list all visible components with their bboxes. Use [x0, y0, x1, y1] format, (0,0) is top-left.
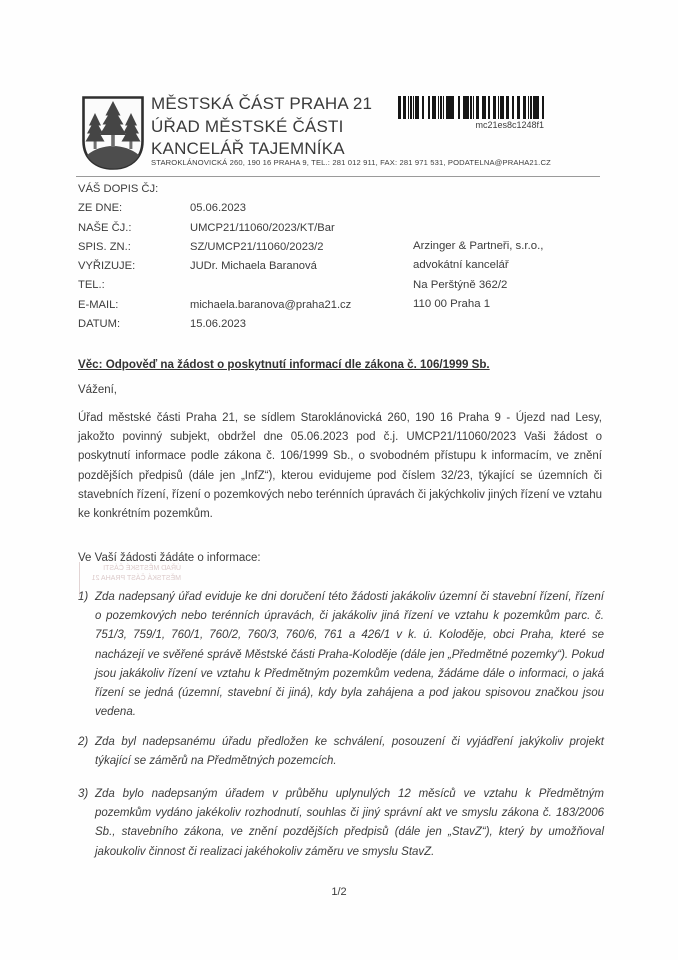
item-number: 2) [78, 736, 89, 748]
ref-label: VÁŠ DOPIS ČJ: [78, 183, 159, 195]
ref-value: michaela.baranova@praha21.cz [190, 298, 352, 311]
item-number: 3) [78, 788, 89, 800]
org-name-line1: MĚSTSKÁ ČÁST PRAHA 21 [151, 94, 373, 113]
stamp-bleed-line1: ÚŘAD MĚSTSKÉ ČÁSTI [103, 565, 181, 572]
ref-value: 05.06.2023 [190, 202, 246, 215]
request-item-2 [78, 733, 604, 771]
ref-row-vas-dopis [78, 180, 351, 199]
ref-row-nase-cj [78, 219, 351, 238]
page-number: 1/2 [331, 886, 347, 898]
ref-label: VYŘIZUJE: [78, 260, 136, 273]
recipient-name: Arzinger & Partneři, s.r.o., [413, 240, 544, 252]
ref-row-ze-dne [78, 199, 351, 218]
ref-row-email [78, 296, 351, 315]
item-number: 1) [78, 591, 89, 603]
salutation: Vážení, [78, 384, 117, 396]
body-paragraph-2: Ve Vaší žádosti žádáte o informace: [78, 552, 261, 564]
ref-value: UMCP21/11060/2023/KT/Bar [190, 221, 335, 234]
reference-fields-block [78, 180, 351, 334]
request-item-3 [78, 785, 604, 862]
ref-row-tel [78, 276, 351, 295]
ref-label: ZE DNE: [78, 202, 123, 215]
ref-label: E-MAIL: [78, 298, 119, 311]
ref-value: JUDr. Michaela Baranová [190, 260, 317, 273]
subject-line: Věc: Odpověď na žádost o poskytnutí informací dle zákona č. 106/1999 Sb. [78, 358, 490, 371]
ref-label: TEL.: [78, 279, 105, 292]
ref-label: DATUM: [78, 318, 121, 331]
ref-label: NAŠE ČJ.: [78, 221, 132, 234]
item-text: Zda byl nadepsanému úřadu předložen ke schválení, posouzení či vyjádření jakýkoliv projekt týkající se záměrů na Předmětných pozemcích. [95, 736, 604, 768]
recipient-street: Na Perštýně 362/2 [413, 278, 508, 291]
barcode-image [398, 96, 546, 119]
recipient-descriptor: advokátní kancelář [413, 259, 509, 272]
org-name-line2: ÚŘAD MĚSTSKÉ ČÁSTI [151, 116, 344, 136]
letterhead-contact-line: STAROKLÁNOVICKÁ 260, 190 16 PRAHA 9, TEL.: 281 012 911, FAX: 281 971 531, PODATELNA@PRAHA21.CZ [151, 158, 551, 167]
item-text: Zda nadepsaný úřad eviduje ke dni doručení této žádosti jakákoliv územní či stavební řízení, řízení o pozemkových nebo terénních úpravách, či jakákoliv jiná řízení ve vztahu k pozemkům parc. č. 751/3, 759/1, 760/1, 760/2, 760/3, 760/6, 761 a 426/1 v k. ú. Koloděje, obci Praha, které se nacházejí ve svěřené správě Městské části Praha-Koloděje (dále jen „Předmětné pozemky“). Pokud jsou jakákoliv řízení ve vztahu k Předmětným pozemkům vedena, žádáme dále o informaci, o jaká řízení se jedná (územní, stavební či jiná), kdy byla zahájena a pod jakou spisovou značkou jsou vedena. [95, 591, 604, 719]
ref-row-vyrizuje [78, 257, 351, 276]
item-text: Zda bylo nadepsaným úřadem v průběhu uplynulých 12 měsíců ve vztahu k Předmětným pozemkům vydáno jakékoliv rozhodnutí, souhlas či jiný správní akt ve smyslu zákona č. 183/2006 Sb., stavebního zákona, ve znění pozdějších předpisů (dále jen „StavZ“), který by umožňoval jakoukoliv činnost či realizaci jakéhokoliv záměru ve smyslu StavZ. [95, 788, 604, 858]
barcode-label: mc21es8c1248f1 [475, 120, 544, 130]
ref-row-spis-zn [78, 238, 351, 257]
ref-row-datum [78, 315, 351, 334]
ref-value: 15.06.2023 [190, 318, 246, 331]
praha21-coat-of-arms-icon [80, 94, 146, 172]
letterhead-org-block [151, 93, 372, 161]
ref-label: SPIS. ZN.: [78, 240, 131, 253]
header-divider-line [76, 176, 600, 177]
ref-value: SZ/UMCP21/11060/2023/2 [190, 240, 324, 253]
recipient-address-block [413, 237, 543, 314]
body-paragraph-1: Úřad městské části Praha 21, se sídlem Staroklánovická 260, 190 16 Praha 9 - Újezd nad Lesy, jakožto povinný subjekt, obdržel dne 05.06.2023 pod č.j. UMCP21/11060/2023 Vaši žádost o poskytnutí informace podle zákona č. 106/1999 Sb., o svobodném přístupu k informacím, ve znění pozdějších předpisů (dále jen „InfZ“), kterou evidujeme pod číslem 32/23, týkající se územních či stavebních řízení, řízení o pozemkových nebo terénních úpravách či jakýchkoliv jiných řízení ve vztahu ke konkrétním pozemkům. [78, 412, 602, 521]
recipient-city: 110 00 Praha 1 [413, 297, 491, 310]
stamp-bleed-line2: MĚSTSKÁ ČÁST PRAHA 21 [91, 574, 181, 582]
org-name-line3: KANCELÁŘ TAJEMNÍKA [151, 139, 345, 158]
request-item-1 [78, 588, 604, 722]
